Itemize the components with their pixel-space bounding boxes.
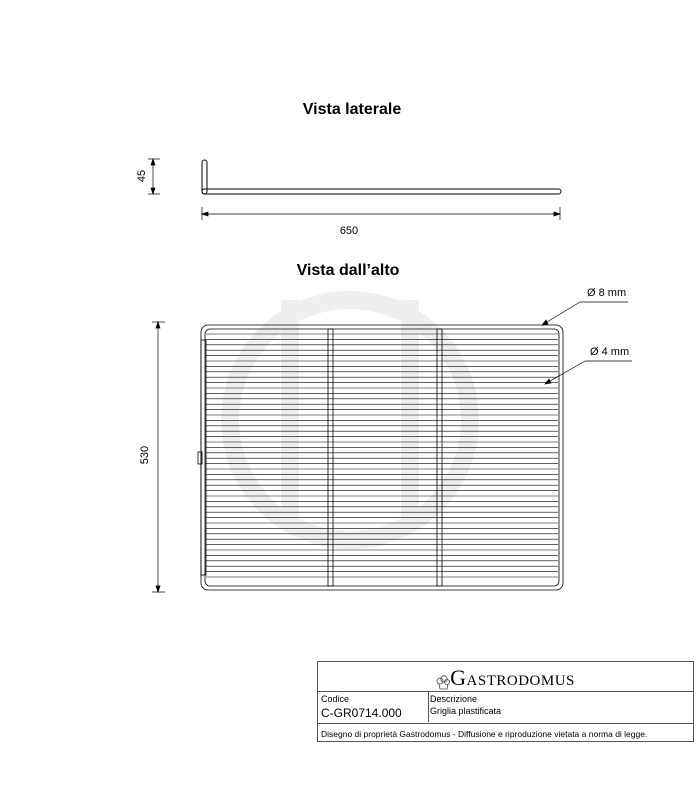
code-value: C-GR0714.000 xyxy=(321,706,402,720)
side-view-title: Vista laterale xyxy=(302,101,402,118)
side-length-dimension xyxy=(202,207,560,220)
inner-wire-label: Ø 4 mm xyxy=(590,346,630,358)
leader-outer-wire xyxy=(542,302,628,325)
top-view-title: Vista dall’alto xyxy=(296,262,400,279)
desc-value: Griglia plastificata xyxy=(430,706,502,716)
top-height-label: 530 xyxy=(139,445,151,465)
ownership-notice: Disegno di proprietà Gastrodomus - Diffusione e riproduzione vietata a norma di legge. xyxy=(321,729,648,739)
code-cell xyxy=(318,692,429,722)
outer-wire-label: Ø 8 mm xyxy=(587,287,627,299)
top-height-dimension xyxy=(152,322,165,592)
brand-name: ASTRODOMUS xyxy=(466,673,575,689)
title-block xyxy=(317,661,694,742)
side-length-label: 650 xyxy=(339,225,359,237)
desc-label: Descrizione xyxy=(430,694,478,704)
chef-hat-icon xyxy=(436,675,450,691)
side-view xyxy=(202,160,561,194)
side-height-dimension xyxy=(148,159,160,194)
side-height-label: 45 xyxy=(136,169,148,183)
leader-inner-wire xyxy=(545,361,632,384)
code-label: Codice xyxy=(321,694,350,704)
watermark xyxy=(230,300,470,540)
footer-row xyxy=(318,723,693,743)
brand-initial: G xyxy=(450,665,467,690)
brand-logo xyxy=(318,665,693,691)
code-desc-row xyxy=(318,691,693,722)
